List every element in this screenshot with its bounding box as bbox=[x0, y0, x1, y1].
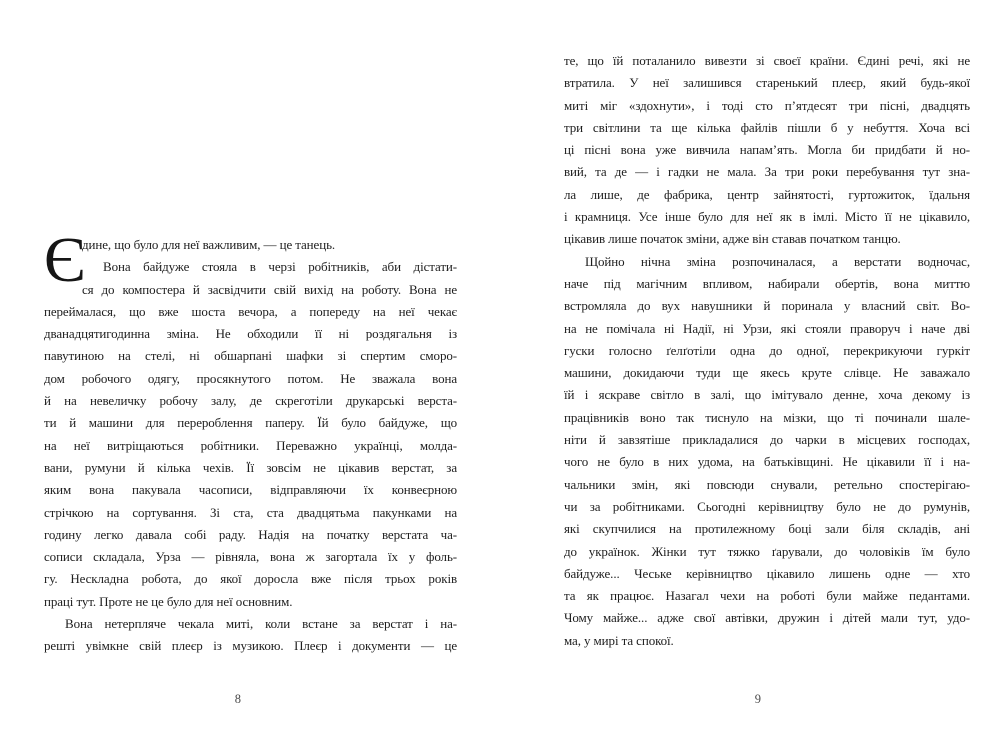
text-line: на неї витріщаються робітники. Переважно українці, молда- bbox=[44, 437, 457, 453]
text-line: три світлини та ще кілька файлів пішли б у небуття. Хоча всі bbox=[564, 119, 970, 135]
drop-cap-letter: Є bbox=[44, 225, 86, 295]
text-line: цікавив лише початок зміни, адже він ставав початком танцю. bbox=[564, 231, 901, 247]
text-line: їй і яскраве світло в залі, що імітувало денне, хоча декому із bbox=[564, 387, 970, 403]
page-number-right: 9 bbox=[754, 692, 762, 706]
text-line: те, що їй поталанило вивезти зі своєї країни. Єдині речі, які не bbox=[564, 53, 970, 68]
text-line: решті увімкне свій плеєр із музикою. Плеєр і документи — це bbox=[44, 638, 457, 654]
text-line: чого не було в них удома, на батьківщині. Не цікавили її і на- bbox=[564, 454, 970, 470]
text-line: і крамниця. Усе інше було для неї як в імлі. Місто її не цікавило, bbox=[564, 209, 970, 225]
text-line: машини, докидаючи туди ще якесь круте слівце. Не заважало bbox=[564, 365, 970, 381]
text-line: встромляла до вух навушники й поринала у власний світ. Во- bbox=[564, 298, 970, 314]
text-line: гуски голосно ґелґотіли одна до одної, перекрикуючи гуркіт bbox=[564, 342, 970, 358]
text-line: втратила. У неї залишився старенький плеєр, який будь-якої bbox=[564, 75, 970, 91]
right-page-text-column bbox=[564, 50, 970, 654]
text-line: чи за робітниками. Сьогодні керівництву було не до румунів, bbox=[564, 498, 970, 514]
text-line: стрічкою на сортування. Зі ста, ста двадцятьма пакунками на bbox=[44, 504, 457, 520]
text-line: працівників воно так тиснуло на мізки, що ті починали шале- bbox=[564, 409, 970, 425]
text-line: й на невеличку робочу залу, де скреготіли друкарські верста- bbox=[44, 393, 457, 409]
text-line: та як працює. Назагал чехи на роботі були майже педантами. bbox=[564, 588, 970, 604]
text-line: байдуже... Чеське керівництво цікавило лишень одне — хто bbox=[564, 565, 970, 581]
text-line: миті міг «здохнути», і тоді сто п’ятдесят три пісні, двадцять bbox=[564, 97, 970, 113]
text-line: ма, у мирі та спокої. bbox=[564, 632, 674, 648]
left-page-text-column bbox=[44, 225, 457, 660]
text-line: Вона нетерпляче чекала миті, коли встане за верстат і на- bbox=[65, 616, 457, 632]
text-line: павутиною на стелі, ні обшарпані шафки зі спертим сморо- bbox=[44, 348, 457, 364]
text-line: гу. Нескладна робота, до якої доросла вже після трьох років bbox=[44, 571, 457, 587]
text-line: Щойно нічна зміна розпочиналася, а верстати водночас, bbox=[585, 253, 970, 269]
text-line: дом робочого одягу, просякнутого потом. Не зважала вона bbox=[44, 370, 457, 386]
text-line: ся до компостера й засвідчити свій вихід на роботу. Вона не bbox=[82, 281, 457, 297]
text-line: праці тут. Проте не це було для неї основним. bbox=[44, 593, 293, 609]
text-line: дванадцятигодинна зміна. Не обходили її ні роздягальня із bbox=[44, 326, 457, 342]
text-line: Вона байдуже стояла в черзі робітників, аби дістати- bbox=[103, 259, 457, 275]
text-line: Чому майже... адже свої автівки, дружин і дітей мали тут, удо- bbox=[564, 610, 970, 626]
text-line: вий, та де — і гадки не мала. За три роки перебування тут зна- bbox=[564, 164, 970, 180]
text-line: чальники змін, які повсюди снували, ретельно спостерігаю- bbox=[564, 476, 970, 492]
text-line: які скупчилися на протилежному боці зали біля складів, ані bbox=[564, 521, 970, 537]
text-line: дине, що було для неї важливим, — це танець. bbox=[82, 237, 336, 252]
text-line: ла лише, де фабрика, центр зайнятості, гуртожиток, їдальня bbox=[564, 186, 970, 202]
text-line: яким вона пакувала часописи, відправляючи їх конвеєрною bbox=[44, 482, 457, 498]
page-number-left: 8 bbox=[234, 692, 242, 706]
text-line: до українок. Жінки тут тяжко ґарували, до чоловіків їм було bbox=[564, 543, 970, 559]
text-line: вани, румуни й кілька чехів. Її зовсім не цікавив верстат, за bbox=[44, 459, 457, 475]
text-line: сописи складала, Урза — рівняла, вона ж загортала їх у фоль- bbox=[44, 549, 457, 565]
text-line: на не помічала ні Надії, ні Урзи, які стояли праворуч і наче дві bbox=[564, 320, 970, 336]
text-line: наче під магічним впливом, набирали обертів, вона миттю bbox=[564, 275, 970, 291]
text-line: годину легко давала собі раду. Надія на початку верстата ча- bbox=[44, 526, 457, 542]
text-line: переймалася, що вже шоста вечора, а попереду на неї чекає bbox=[44, 303, 457, 319]
text-line: ніти й завзятіше прикладалися до чарки в місцевих господах, bbox=[564, 432, 970, 448]
text-line: ці пісні вона уже вивчила напам’ять. Могла би придбати й но- bbox=[564, 142, 970, 158]
text-line: ти й машини для перероблення паперу. Їй було байдуже, що bbox=[44, 415, 457, 431]
